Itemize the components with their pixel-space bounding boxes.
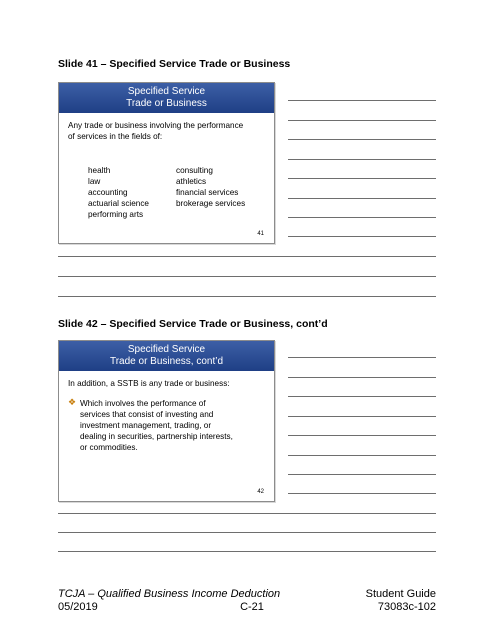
list-item: financial services [176,188,239,197]
note-line [288,396,436,397]
slide-41-heading: Slide 41 – Specified Service Trade or Business [58,58,291,70]
footer-date: 05/2019 [58,601,98,613]
note-line [288,139,436,140]
footer-course-title: TCJA – Qualified Business Income Deduction [58,588,281,600]
slide-41-column-1 [88,165,176,220]
slide-42-bullet-line: services that consist of investing and [80,410,214,419]
slide-42-bullet-line: investment management, trading, or [80,421,212,430]
note-line [58,296,436,297]
slide-42-number: 42 [257,489,264,495]
note-line [58,551,436,552]
slide-42-title-line-1: Specified Service [127,344,206,355]
note-line [58,532,436,533]
slide-42-thumbnail [58,340,275,502]
slide-41-column-2 [176,165,245,220]
note-line [58,513,436,514]
bullet-diamond-icon: ❖ [68,397,77,407]
list-item: performing arts [88,210,144,219]
list-item: accounting [88,188,128,197]
footer-guide-title: Student Guide [365,588,436,600]
slide-41-intro-line-1: Any trade or business involving the performance [68,121,244,130]
note-line [58,256,436,257]
footer-document-code: 73083c-102 [377,601,436,613]
footer-page-number: C-21 [240,601,264,613]
slide-42-bullet-line: or commodities. [80,443,138,452]
list-item: athletics [176,177,207,186]
note-line [288,377,436,378]
note-line [288,198,436,199]
slide-42-bullet-line: Which involves the performance of [80,399,206,408]
slide-41-intro-line-2: of services in the fields of: [68,132,163,141]
note-line [288,236,436,237]
list-item: actuarial science [88,199,149,208]
slide-42-body [59,371,274,501]
note-line [58,276,436,277]
slide-41-body [59,113,274,243]
note-line [288,357,436,358]
note-line [288,217,436,218]
list-item: brokerage services [176,199,246,208]
slide-42-intro: In addition, a SSTB is any trade or business: [68,379,230,388]
slide-41-number: 41 [257,231,264,237]
slide-42-heading: Slide 42 – Specified Service Trade or Business, cont’d [58,318,328,330]
slide-42-title-bar [59,341,274,371]
note-line [288,455,436,456]
note-line [288,416,436,417]
note-line [288,178,436,179]
note-line [288,493,436,494]
slide-41-title-line-2: Trade or Business [126,98,207,109]
slide-42-bullet-line: dealing in securities, partnership interests, [80,432,233,441]
note-line [288,159,436,160]
list-item: health [88,166,111,175]
slide-41-title-line-1: Specified Service [127,86,206,97]
list-item: law [88,177,101,186]
note-line [288,120,436,121]
slide-41-title-bar [59,83,274,113]
list-item: consulting [176,166,213,175]
slide-41-field-columns [88,165,245,220]
note-line [288,435,436,436]
slide-42-title-line-2: Trade or Business, cont’d [109,356,224,367]
slide-41-intro [68,120,243,142]
slide-41-thumbnail [58,82,275,244]
note-line [288,100,436,101]
slide-42-bullet-text [80,398,233,453]
note-line [288,474,436,475]
